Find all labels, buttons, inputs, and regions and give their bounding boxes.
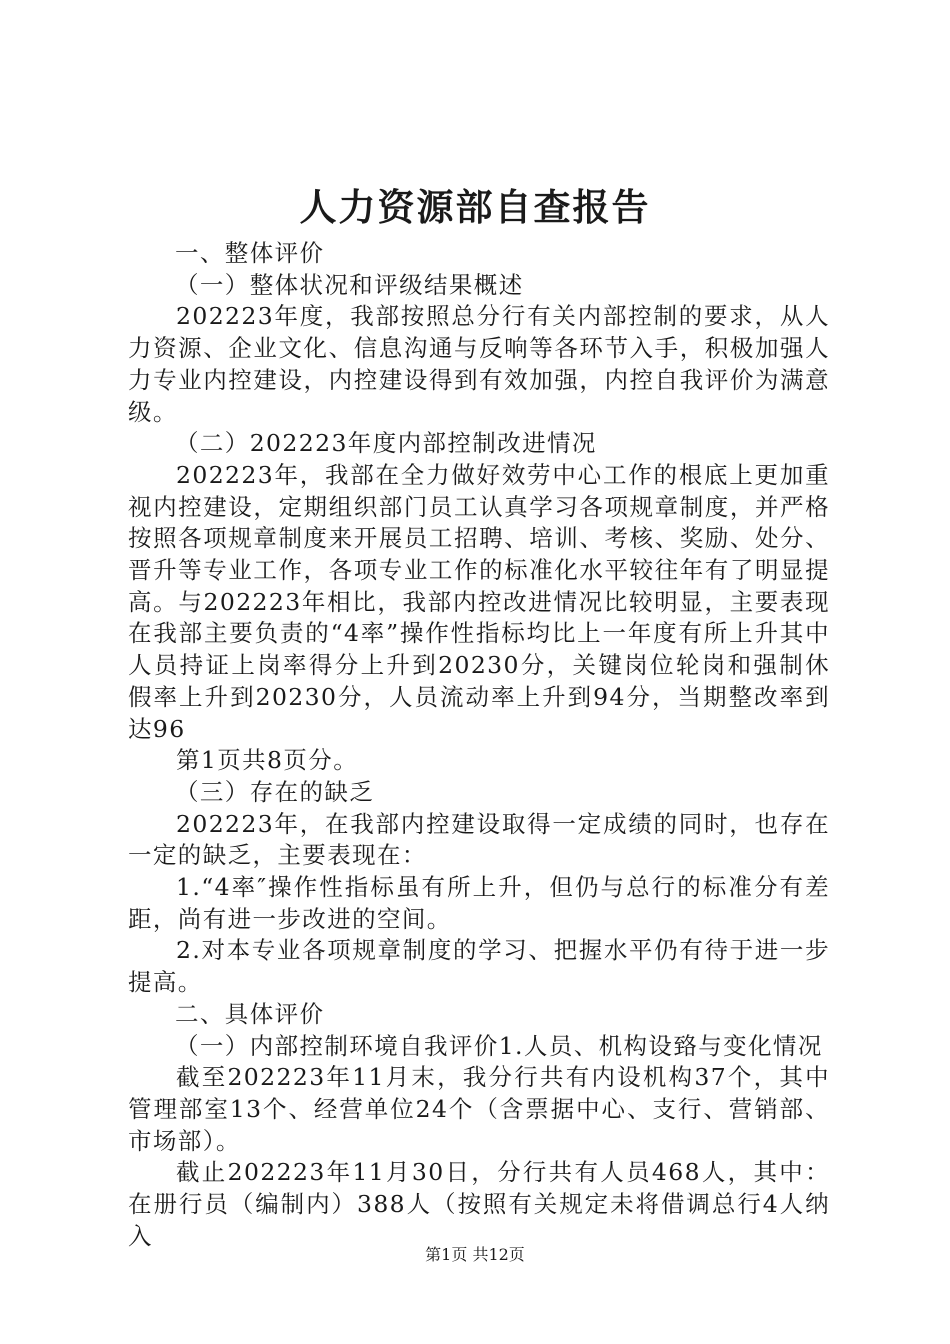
document-body [128,238,830,1253]
section-heading: 一、整体评价 [175,239,325,267]
paragraph: 截止202223年11月30日，分行共有人员468人，其中：在册行员（编制内）388人（按照有关规定未将借调总行4人纳入 [128,1158,830,1250]
subsection-heading: （三）存在的缺乏 [175,777,375,806]
page-footer: 第1页 共12页 [425,1245,525,1264]
document-title: 人力资源部自查报告 [299,185,651,229]
paragraph: 第1页共8页分。 [176,746,359,775]
paragraph: 202223年度，我部按照总分行有关内部控制的要求，从人力资源、企业文化、信息沟通与反响等各环节入手，积极加强人力专业内控建设，内控建设得到有效加强，内控自我评价为满意级。 [128,302,830,426]
paragraph: 1.“4率″操作性指标虽有所上升，但仍与总行的标准分有差距，尚有进一步改进的空间。 [128,873,830,933]
paragraph: 截至202223年11月末，我分行共有内设机构37个，其中管理部室13个、经营单位24个（含票据中心、支行、营销部、市场部）。 [128,1063,830,1155]
subsection-heading: （一）整体状况和评级结果概述 [175,270,524,299]
paragraph: 2.对本专业各项规章制度的学习、把握水平仍有待于进一步提高。 [128,936,830,997]
paragraph: 202223年，在我部内控建设取得一定成绩的同时，也存在一定的缺乏，主要表现在： [128,809,830,870]
subsection-heading: （一）内部控制环境自我评价1.人员、机构设臵与变化情况 [175,1031,823,1060]
paragraph: 202223年，我部在全力做好效劳中心工作的根底上更加重视内控建设，定期组织部门员工认真学习各项规章制度，并严格按照各项规章制度来开展员工招聘、培训、考核、奖励、处分、晋升等专业工作，各项专业工作的标准化水平较往年有了明显提高。与202223年相比，我部内控改进情况比较明显，主要表现在我部主要负责的“4率”操作性指标均比上一年度有所上升其中人员持证上岗率得分上升到20230分，关键岗位轮岗和强制休假率上升到20230分，人员流动率上升到94分，当期整改率到达96 [128,460,830,743]
subsection-heading: （二）202223年度内部控制改进情况 [175,429,597,458]
section-heading: 二、具体评价 [175,999,325,1028]
